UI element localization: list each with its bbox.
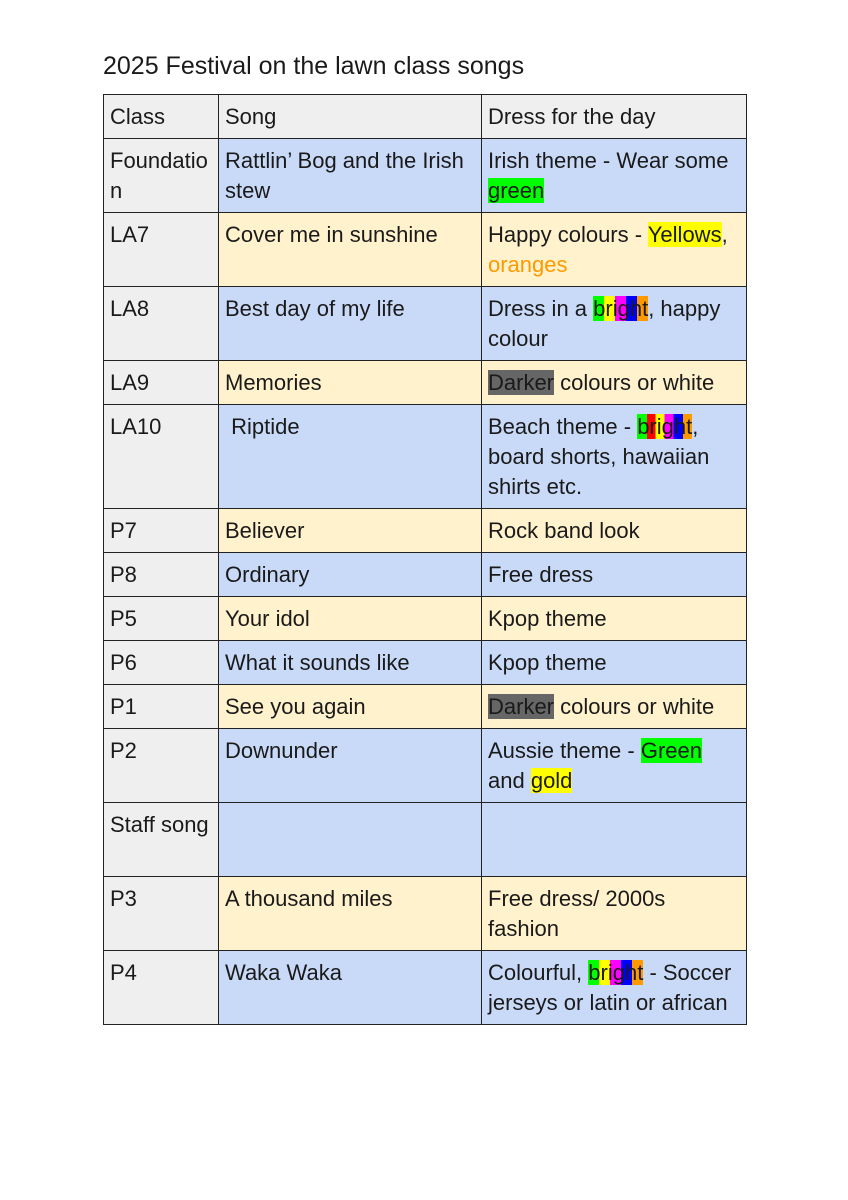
highlight-rainbow: bright [637,414,693,439]
class-cell: P1 [104,685,219,729]
highlight-green: green [488,178,545,203]
song-cell: Riptide [219,405,482,509]
song-cell: Downunder [219,729,482,803]
dress-cell [482,139,747,213]
dress-text: colours or white [554,694,715,719]
dress-cell: Free dress [482,553,747,597]
song-cell [219,803,482,877]
class-cell: P2 [104,729,219,803]
table-row [104,641,747,685]
song-cell: Your idol [219,597,482,641]
class-cell: LA10 [104,405,219,509]
table-row [104,361,747,405]
header-class: Class [104,95,219,139]
table-header-row [104,95,747,139]
dress-text: , board shorts, hawaiian shirts etc. [488,414,710,499]
dress-text: and [488,768,531,793]
table-row [104,139,747,213]
table-row [104,951,747,1025]
table-row [104,685,747,729]
dress-text: Happy colours - [488,222,648,247]
highlight-green: Green [640,738,702,763]
song-cell: Rattlin’ Bog and the Irish stew [219,139,482,213]
song-cell: Ordinary [219,553,482,597]
class-songs-table [103,94,747,1025]
highlight-yellow: gold [530,768,573,793]
song-cell: Memories [219,361,482,405]
dress-text: Irish theme - Wear some [488,148,729,173]
document-title: 2025 Festival on the lawn class songs [103,52,525,80]
highlight-rainbow: bright [593,296,649,321]
dress-text: , [721,222,728,247]
dress-cell [482,803,747,877]
dress-text: Beach theme - [488,414,638,439]
song-cell: What it sounds like [219,641,482,685]
class-cell: LA7 [104,213,219,287]
dress-cell [482,951,747,1025]
dress-cell: Kpop theme [482,641,747,685]
class-cell: P3 [104,877,219,951]
table-row [104,213,747,287]
class-cell: Foundation [104,139,219,213]
dress-text: Colourful, [488,960,589,985]
song-cell: Waka Waka [219,951,482,1025]
dress-cell: Free dress/ 2000s fashion [482,877,747,951]
class-cell: LA9 [104,361,219,405]
class-cell: Staff song [104,803,219,877]
dress-text: - Soccer jerseys or latin or african [488,960,732,1015]
table-row [104,803,747,877]
dress-cell [482,361,747,405]
table-row [104,597,747,641]
highlight-dark: Darker [488,694,555,719]
class-cell: P5 [104,597,219,641]
dress-cell [482,287,747,361]
dress-cell: Kpop theme [482,597,747,641]
song-cell: A thousand miles [219,877,482,951]
dress-text: , happy colour [488,296,721,351]
dress-text: colours or white [554,370,715,395]
dress-cell [482,729,747,803]
header-dress: Dress for the day [482,95,747,139]
song-cell: Believer [219,509,482,553]
class-cell: P7 [104,509,219,553]
dress-cell: Rock band look [482,509,747,553]
highlight-dark: Darker [488,370,555,395]
dress-text: Dress in a [488,296,594,321]
song-cell: See you again [219,685,482,729]
dress-cell [482,213,747,287]
highlight-rainbow: bright [588,960,644,985]
table-row [104,405,747,509]
table-row [104,287,747,361]
table-row [104,509,747,553]
highlight-yellow: Yellows [647,222,722,247]
class-cell: LA8 [104,287,219,361]
header-song: Song [219,95,482,139]
song-cell: Best day of my life [219,287,482,361]
dress-cell [482,685,747,729]
table-row [104,877,747,951]
dress-text: Aussie theme - [488,738,641,763]
table-row [104,553,747,597]
table-row [104,729,747,803]
class-cell: P4 [104,951,219,1025]
class-cell: P8 [104,553,219,597]
class-cell: P6 [104,641,219,685]
song-cell: Cover me in sunshine [219,213,482,287]
text-orange: oranges [488,252,568,277]
dress-cell [482,405,747,509]
